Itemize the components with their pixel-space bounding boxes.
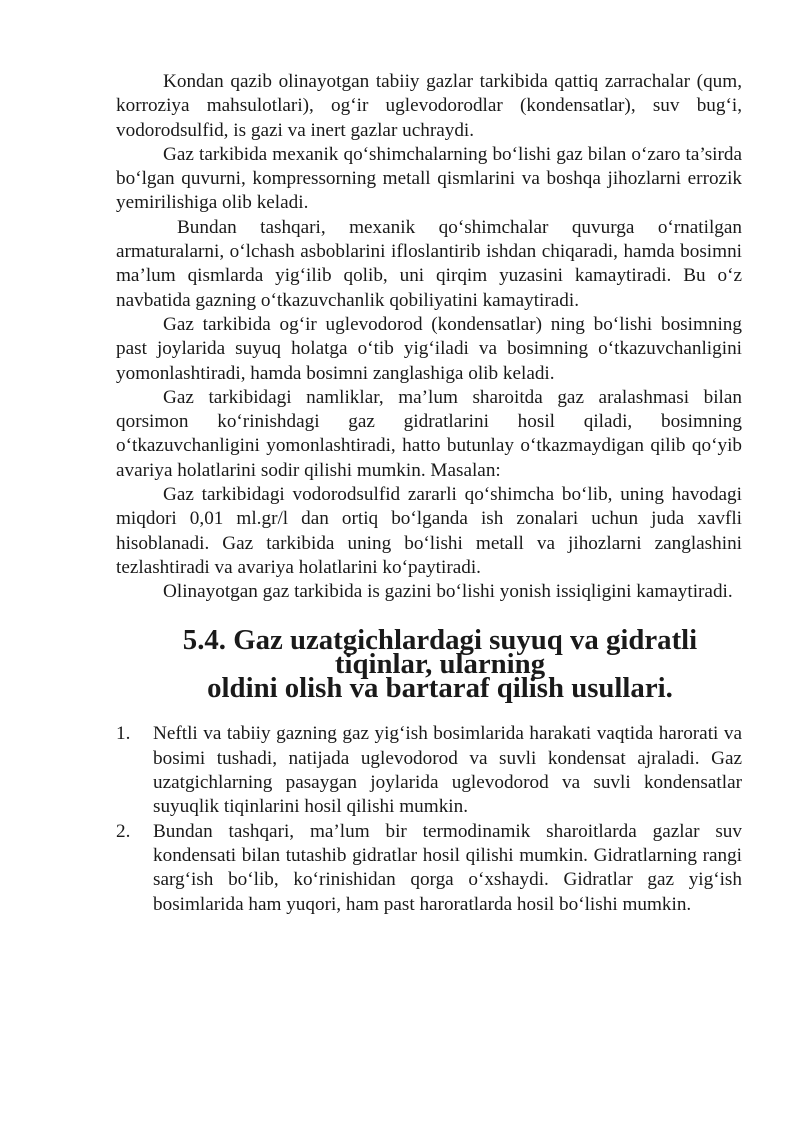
paragraph-gas-impurities: Kondan qazib olinayotgan tabiiy gazlar tarkibida qattiq zarrachalar (qum, korroziya mahsulotlari), og‘ir uglevodorodlar (kondensatlar), suv bug‘i, vodorodsulfid, is gazi va inert gazlar uchraydi.: [116, 71, 742, 141]
list-item: [116, 820, 742, 917]
paragraph-mechanical-erosion: Gaz tarkibida mexanik qo‘shimchalarning bo‘lishi gaz bilan o‘zaro ta’sirda bo‘lgan quvurni, kompressorning metall qismlarini va boshqa jihozlarni errozik yemirilishiga olib keladi.: [116, 143, 742, 214]
section-heading-line-2: oldini olish va bartaraf qilish usullari.: [207, 672, 673, 705]
list-item-number: 2.: [116, 820, 131, 842]
paragraph-armature-clogging: Bundan tashqari, mexanik qo‘shimchalar quvurga o‘rnatilgan armaturalarni, o‘lchash asboblarini ifloslantirib ishdan chiqaradi, hamda bosimni ma’lum qismlarda yig‘ilib qolib, uni qirqim yuzasini kamaytiradi. Bu o‘z navbatida gazning o‘tkazuvchanlik qobiliyatini kamaytiradi.: [116, 216, 742, 311]
section-heading-line-1: 5.4. Gaz uzatgichlardagi suyuq va gidratli tiqinlar, ularning: [182, 623, 698, 680]
section-heading: [116, 623, 742, 705]
list-item-text: Neftli va tabiiy gazning gaz yig‘ish bosimlarida harakati vaqtida harorati va bosimi tushadi, natijada uglevodorod va suvli kondensat ajraladi. Gaz uzatgichlarning pasaygan joylarida uglevodorod va suvli kondensatlar suyuqlik tiqinlarini hosil qilishi mumkin.: [153, 723, 742, 818]
page-content: [116, 70, 742, 917]
paragraph-moisture-hydrates: Gaz tarkibidagi namliklar, ma’lum sharoitda gaz aralashmasi bilan qorsimon ko‘rinishdagi gaz gidratlarini hosil qiladi, bosimning o‘tkazuvchanligini yomonlashtiradi, hatto butunlay o‘tkazmaydigan qilib qo‘yib avariya holatlarini sodir qilishi mumkin. Masalan:: [116, 386, 742, 481]
list-item-text: Bundan tashqari, ma’lum bir termodinamik sharoitlarda gazlar suv kondensati bilan tutashib gidratlar hosil qilishi mumkin. Gidratlarning rangi sarg‘ish bo‘lib, ko‘rinishidan qorga o‘xshaydi. Gidratlar gaz yig‘ish bosimlarida ham yuqori, ham past haroratlarda hosil bo‘lishi mumkin.: [153, 820, 742, 915]
paragraph-heavy-hydrocarbons: Gaz tarkibida og‘ir uglevodorod (kondensatlar) ning bo‘lishi bosimning past joylarida suyuq holatga o‘tib yig‘iladi va bosimning o‘tkazuvchanligini yomonlashtiradi, hamda bosimni zanglashiga olib keladi.: [116, 313, 742, 384]
numbered-list: [116, 722, 742, 916]
paragraph-carbon-monoxide: Olinayotgan gaz tarkibida is gazini bo‘lishi yonish issiqligini kamaytiradi.: [163, 581, 733, 603]
list-item-number: 1.: [116, 723, 131, 745]
list-item: [116, 722, 742, 819]
paragraph-hydrogen-sulfide: Gaz tarkibidagi vodorodsulfid zararli qo‘shimcha bo‘lib, uning havodagi miqdori 0,01 ml.gr/l dan ortiq bo‘lganda ish zonalari uchun juda xavfli hisoblanadi. Gaz tarkibida uning bo‘lishi metall va jihozlarni zanglashini tezlashtiradi va avariya holatlarini ko‘paytiradi.: [116, 484, 742, 578]
